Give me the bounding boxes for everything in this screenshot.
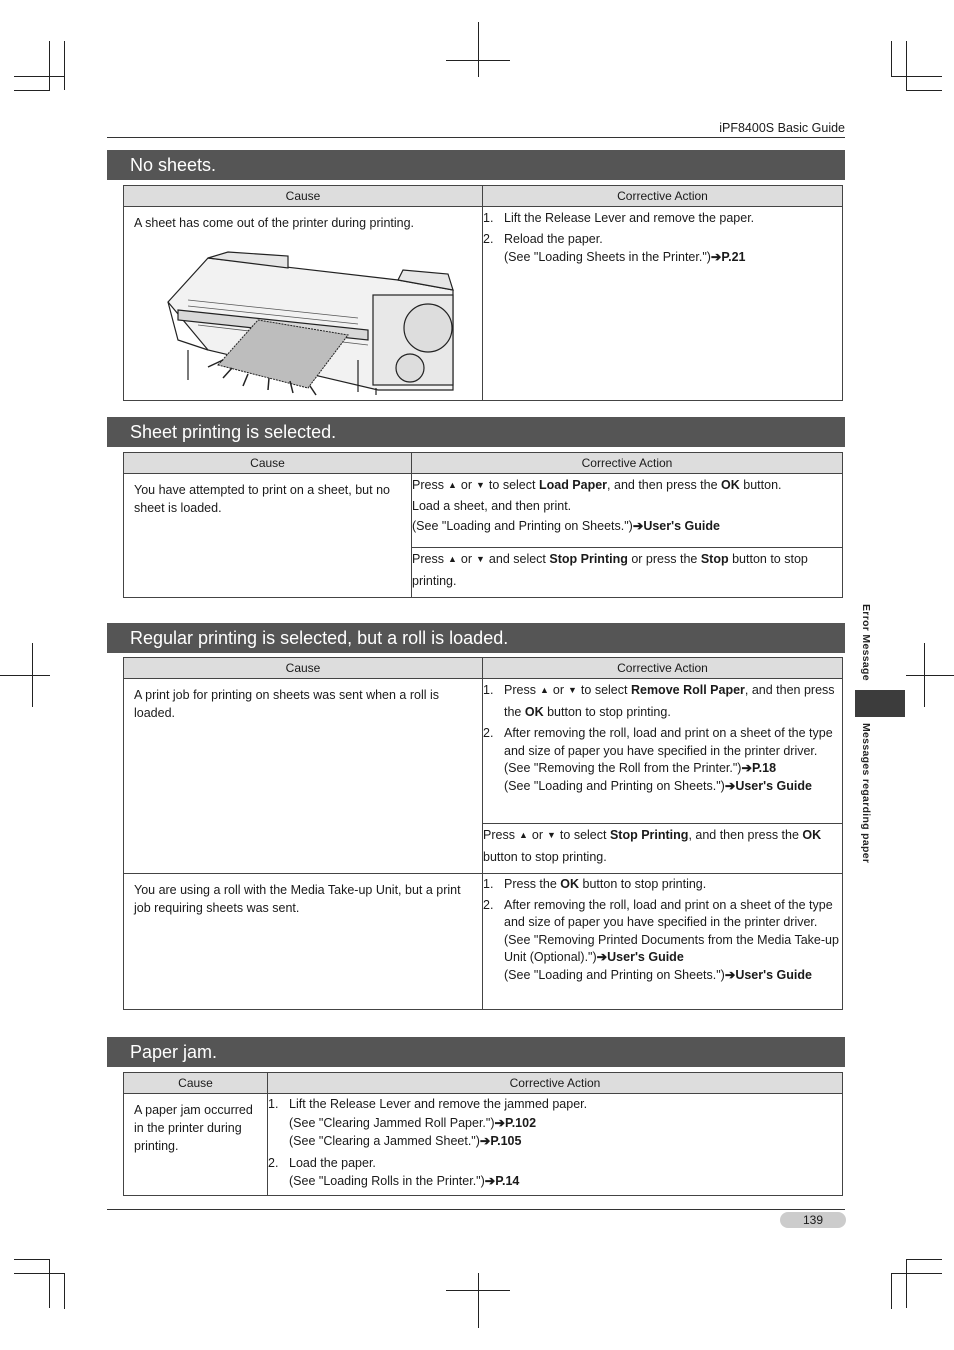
header-rule (107, 137, 845, 138)
down-arrow-icon: ▼ (568, 685, 577, 695)
arrow-icon: ➔ (632, 519, 644, 533)
arrow-icon: ➔ (724, 778, 736, 793)
cause-text: A sheet has come out of the printer during printing. (134, 216, 415, 230)
section-title-sheet-printing: Sheet printing is selected. (107, 417, 845, 447)
action-header: Corrective Action (483, 186, 843, 207)
guide-link[interactable]: User's Guide (735, 967, 812, 982)
up-arrow-icon: ▲ (447, 554, 457, 564)
step-1: Lift the Release Lever and remove the paper. (504, 211, 755, 225)
side-category: Error Message (860, 604, 872, 681)
action-header: Corrective Action (268, 1073, 843, 1094)
cause-header: Cause (124, 186, 483, 207)
page-link[interactable]: P.21 (721, 250, 746, 264)
cause-header: Cause (124, 1073, 268, 1094)
page-number: 139 (780, 1212, 846, 1228)
printer-illustration (148, 240, 468, 400)
step-2: Reload the paper. (504, 232, 603, 246)
up-arrow-icon: ▲ (539, 685, 549, 695)
page-link[interactable]: P.102 (504, 1115, 537, 1130)
action-header: Corrective Action (483, 658, 843, 679)
down-arrow-icon: ▼ (476, 554, 485, 564)
guide-link[interactable]: User's Guide (735, 778, 812, 793)
down-arrow-icon: ▼ (476, 480, 485, 490)
arrow-icon: ➔ (494, 1115, 505, 1130)
paper-jam-table: Cause Corrective Action A paper jam occurred in the printer during printing. 1. Lift the Release Lever and remove the jammed paper. (See "Clearing Jammed Roll Paper.")➔P.102 (See "Clearing a Jammed Sheet.")➔P.105 2. Load the paper. (See "Loading Rolls in the Printer.")➔P.14 (123, 1072, 843, 1196)
cause-text: A print job for printing on sheets was sent when a roll is loaded. (134, 688, 440, 720)
section-title-regular-printing: Regular printing is selected, but a roll is loaded. (107, 623, 845, 653)
action-header: Corrective Action (412, 453, 843, 474)
reference-text: (See "Loading Sheets in the Printer.") (504, 250, 711, 264)
arrow-icon: ➔ (484, 1174, 496, 1188)
cause-text: You are using a roll with the Media Take-up Unit, but a print job requiring sheets was sent. (134, 883, 461, 915)
section-title-paper-jam: Paper jam. (107, 1037, 845, 1067)
arrow-icon: ➔ (710, 250, 722, 264)
cause-text: You have attempted to print on a sheet, but no sheet is loaded. (134, 483, 390, 515)
side-subcategory: Messages regarding paper (860, 723, 872, 864)
cause-header: Cause (124, 658, 483, 679)
cause-text: A paper jam occurred in the printer during printing. (134, 1103, 253, 1153)
cause-header: Cause (124, 453, 412, 474)
arrow-icon: ➔ (479, 1134, 491, 1148)
page-link[interactable]: P.18 (751, 761, 777, 775)
down-arrow-icon: ▼ (547, 830, 556, 840)
guide-link[interactable]: User's Guide (607, 950, 684, 964)
footer-rule (107, 1209, 845, 1210)
page-link[interactable]: P.14 (495, 1174, 520, 1188)
sheet-printing-table: Cause Corrective Action You have attempted to print on a sheet, but no sheet is loaded. Press ▲ or ▼ to select Load Paper, and then press the OK button. Load a sheet, and then print. (See "Loading and Printing on Sheets.")➔User's Guide Press ▲ or ▼ and select Stop Printing or press the Stop button to stop printing. (123, 452, 843, 598)
arrow-icon: ➔ (741, 761, 752, 775)
guide-title: iPF8400S Basic Guide (719, 121, 845, 135)
up-arrow-icon: ▲ (447, 480, 457, 490)
up-arrow-icon: ▲ (518, 830, 528, 840)
side-tab-marker (855, 690, 905, 717)
page-link[interactable]: P.105 (490, 1134, 522, 1148)
guide-link[interactable]: User's Guide (643, 519, 720, 533)
no-sheets-table: Cause Corrective Action A sheet has come out of the printer during printing. 1. Lift the Release Lever and remove the paper. 2. Reload the paper. (See "Loading Sheets in the Printer.")➔P.21 (123, 185, 843, 401)
regular-printing-table: Cause Corrective Action A print job for printing on sheets was sent when a roll is loaded. 1. Press ▲ or ▼ to select Remove Roll Paper, and then press the OK button to stop printing. 2. After removing the roll, load and print on a sheet of the type and size of paper you have specified in the printer driver. (See "Removing the Roll from the Printer.")➔P.18 (See "Loading and Printing on Sheets.")➔User's Guide Press ▲ or ▼ to select Stop Printing, and then press the OK button to stop printing. You are using a roll with the Media Take-up Unit, but a print job requiring sheets was sent. 1. Press the OK button to stop printing. 2. After removing the roll, load and print on a sheet of the type and size of paper you have specified in the printer driver. (See "Removing Printed Documents from the Media Take-up Unit (Optional).")➔User's Guide (See "Loading and Printing on Sheets.")➔User's Guide (123, 657, 843, 1010)
arrow-icon: ➔ (724, 967, 736, 982)
arrow-icon: ➔ (596, 950, 608, 964)
section-title-no-sheets: No sheets. (107, 150, 845, 180)
